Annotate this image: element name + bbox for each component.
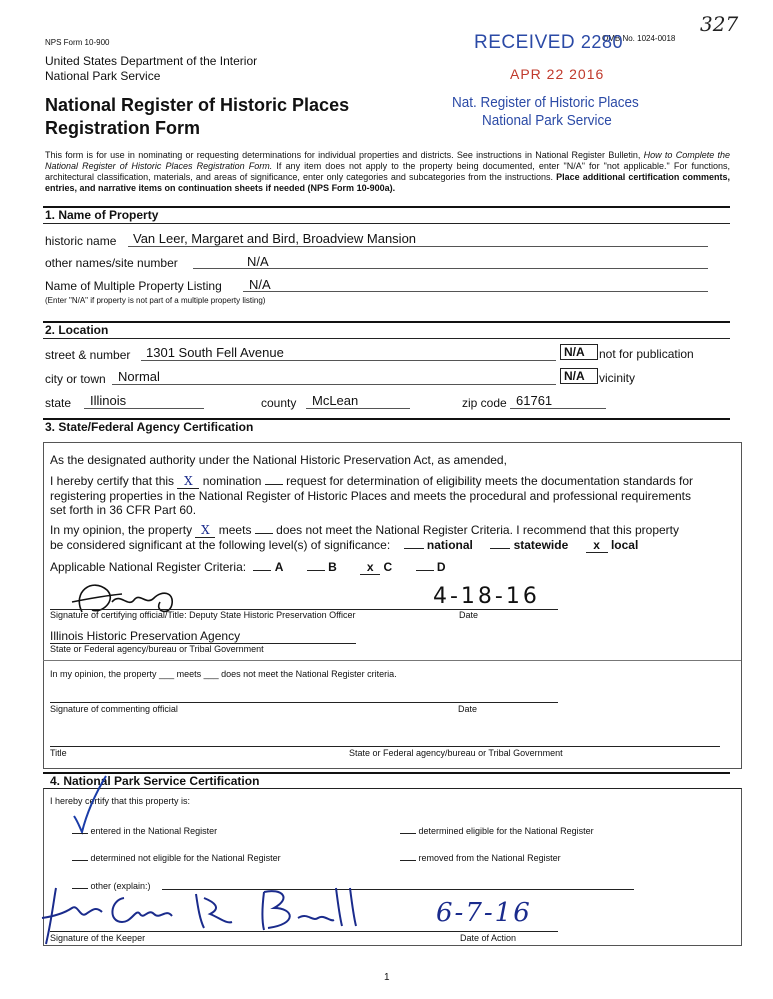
commenting-signature-line: [50, 702, 558, 703]
level-national-blank[interactable]: [404, 548, 424, 549]
title-line: [50, 746, 720, 747]
certify-paragraph: [50, 474, 735, 517]
historic-name-underline: [128, 246, 708, 247]
option-entered-label: entered in the National Register: [90, 826, 218, 836]
title-agency-label: State or Federal agency/bureau or Tribal Government: [349, 748, 563, 758]
level-statewide: statewide: [513, 538, 569, 552]
state-label: state: [45, 396, 72, 410]
level-statewide-blank[interactable]: [490, 548, 510, 549]
certify-text-b: nomination: [202, 474, 262, 488]
service: National Park Service: [45, 69, 161, 83]
intro-p2-bold: Place additional certification comments, entries, and narrative items on continuation sheets if needed (NPS Form 10-900a).: [45, 172, 731, 193]
vicinity-box[interactable]: N/A: [560, 368, 598, 384]
section1-rule-bottom: [43, 223, 730, 224]
street-value: 1301 South Fell Avenue: [146, 345, 284, 360]
option-removed[interactable]: [400, 853, 561, 863]
option-entered[interactable]: [72, 826, 217, 836]
option-not-eligible-blank[interactable]: [72, 860, 88, 861]
agency-value: Illinois Historic Preservation Agency: [50, 629, 241, 643]
other-names-value: N/A: [247, 254, 269, 269]
stamp-line1: Nat. Register of Historic Places: [452, 94, 639, 111]
title-label: Title: [50, 748, 67, 758]
option-not-eligible-label: determined not eligible for the National Register: [90, 853, 281, 863]
criteria-d-blank[interactable]: [416, 570, 434, 571]
authority-paragraph: As the designated authority under the National Historic Preservation Act, as amended,: [50, 453, 507, 467]
option-eligible-blank[interactable]: [400, 833, 416, 834]
state-value: Illinois: [90, 393, 127, 408]
commenting-opinion: In my opinion, the property ___ meets ___ does not meet the National Register criteria.: [50, 669, 397, 679]
intro-p2: If any item does not apply to the property being documented, enter "N/A" for "not applicable." For functions, architectural classification, materials, and areas of significance, enter only categories and subcategories from the instructions.: [45, 161, 731, 182]
form-number: NPS Form 10-900: [45, 38, 110, 47]
city-value: Normal: [118, 369, 160, 384]
certify-nomination-mark[interactable]: X: [177, 474, 199, 489]
criteria-c-mark[interactable]: x: [360, 560, 380, 575]
section1-heading: 1. Name of Property: [45, 208, 159, 222]
section2-heading: 2. Location: [45, 323, 109, 337]
other-names-underline: [193, 268, 708, 269]
option-other-label: other (explain:): [90, 881, 151, 891]
option-eligible-label: determined eligible for the National Register: [418, 826, 594, 836]
section2-rule-top: [43, 321, 730, 323]
criteria-a: A: [274, 560, 284, 574]
keeper-signature-label: Signature of the Keeper: [50, 933, 146, 943]
zip-value: 61761: [516, 393, 553, 408]
received-number: 2280: [580, 32, 623, 52]
street-label: street & number: [45, 348, 131, 362]
certifying-signature-label: Signature of certifying official/Title: Deputy State Historic Preservation Officer: [50, 610, 356, 620]
opinion-text-a: In my opinion, the property: [50, 523, 193, 537]
county-value: McLean: [312, 393, 359, 408]
county-underline: [306, 408, 410, 409]
mpl-value: N/A: [249, 277, 271, 292]
historic-name-value: Van Leer, Margaret and Bird, Broadview Mansion: [133, 231, 417, 246]
option-removed-blank[interactable]: [400, 860, 416, 861]
certify-text-2: registering properties in the National Register of Historic Places and meets the procedural and professional requirements: [50, 489, 691, 503]
opinion-text-b: meets: [218, 523, 252, 537]
stamp-line2: National Park Service: [482, 112, 612, 129]
section4-heading: 4. National Park Service Certification: [50, 774, 260, 788]
certify-text-3: set forth in 36 CFR Part 60.: [50, 503, 197, 517]
keeper-signature-line: [50, 931, 558, 932]
certifying-date-label: Date: [459, 610, 479, 620]
level-local-mark[interactable]: x: [586, 538, 608, 553]
city-label: city or town: [45, 372, 106, 386]
option-removed-label: removed from the National Register: [418, 853, 561, 863]
zip-underline: [510, 408, 606, 409]
nps-certify-text: I hereby certify that this property is:: [50, 796, 191, 806]
mpl-note: (Enter "N/A" if property is not part of a multiple property listing): [45, 296, 266, 305]
county-label: county: [261, 396, 297, 410]
criteria-b-blank[interactable]: [307, 570, 325, 571]
department: United States Department of the Interior: [45, 54, 258, 68]
omb-number: OMB No. 1024-0018: [602, 34, 676, 43]
criteria-c: C: [383, 560, 393, 574]
mpl-label: Name of Multiple Property Listing: [45, 279, 222, 293]
street-underline: [141, 360, 556, 361]
criteria-b: B: [328, 560, 337, 574]
certify-text-a: I hereby certify that this: [50, 474, 175, 488]
intro-p1-italic: How to Complete the National Register of Historic Places Registration Form.: [45, 150, 731, 171]
city-underline: [112, 384, 556, 385]
state-underline: [84, 408, 204, 409]
other-names-label: other names/site number: [45, 256, 178, 270]
received-date: APR 22 2016: [510, 66, 605, 82]
mpl-underline: [243, 291, 708, 292]
intro-p1: This form is for use in nominating or requesting determinations for individual properties and districts. See instructions in National Register Bulletin,: [45, 150, 644, 160]
certify-text-c: request for determination of eligibility meets the documentation standards for: [286, 474, 694, 488]
form-title-line2: Registration Form: [45, 118, 201, 138]
option-eligible[interactable]: [400, 826, 594, 836]
opinion-text-2: be considered significant at the following level(s) of significance:: [50, 538, 391, 552]
criteria-d: D: [436, 560, 446, 574]
commenting-signature-label: Signature of commenting official: [50, 704, 178, 714]
opinion-paragraph: [50, 523, 735, 553]
opinion-not-meet-blank[interactable]: [255, 533, 273, 534]
option-entered-blank[interactable]: [72, 833, 88, 834]
section2-rule-bottom: [43, 338, 730, 339]
intro-paragraph: [45, 150, 730, 194]
option-not-eligible[interactable]: [72, 853, 281, 863]
action-date-handwritten: 6-7-16: [436, 898, 532, 928]
section3-heading: 3. State/Federal Agency Certification: [45, 420, 254, 434]
action-date-label: Date of Action: [460, 933, 517, 943]
level-local: local: [610, 538, 639, 552]
historic-name-label: historic name: [45, 234, 117, 248]
form-title-line1: National Register of Historic Places: [45, 95, 350, 115]
handwritten-page-number: 327: [700, 12, 739, 36]
not-for-publication-label: not for publication: [599, 347, 694, 361]
opinion-meets-mark[interactable]: X: [195, 523, 215, 538]
certifying-date-handwritten: 4-18-16: [433, 584, 540, 609]
criteria-label: Applicable National Register Criteria:: [50, 560, 247, 574]
agency-label: State or Federal agency/bureau or Tribal Government: [50, 644, 264, 654]
page-number: 1: [384, 972, 390, 983]
not-for-publication-box[interactable]: N/A: [560, 344, 598, 360]
certification-box-divider: [43, 660, 741, 661]
commenting-date-label: Date: [458, 704, 478, 714]
level-national: national: [426, 538, 473, 552]
zip-label: zip code: [462, 396, 507, 410]
opinion-text-c: does not meet the National Register Criteria. I recommend that this property: [276, 523, 679, 537]
certify-request-blank[interactable]: [265, 484, 283, 485]
received-stamp: [474, 32, 623, 54]
received-word: RECEIVED: [474, 32, 576, 53]
criteria-a-blank[interactable]: [253, 570, 271, 571]
vicinity-label: vicinity: [599, 371, 636, 385]
